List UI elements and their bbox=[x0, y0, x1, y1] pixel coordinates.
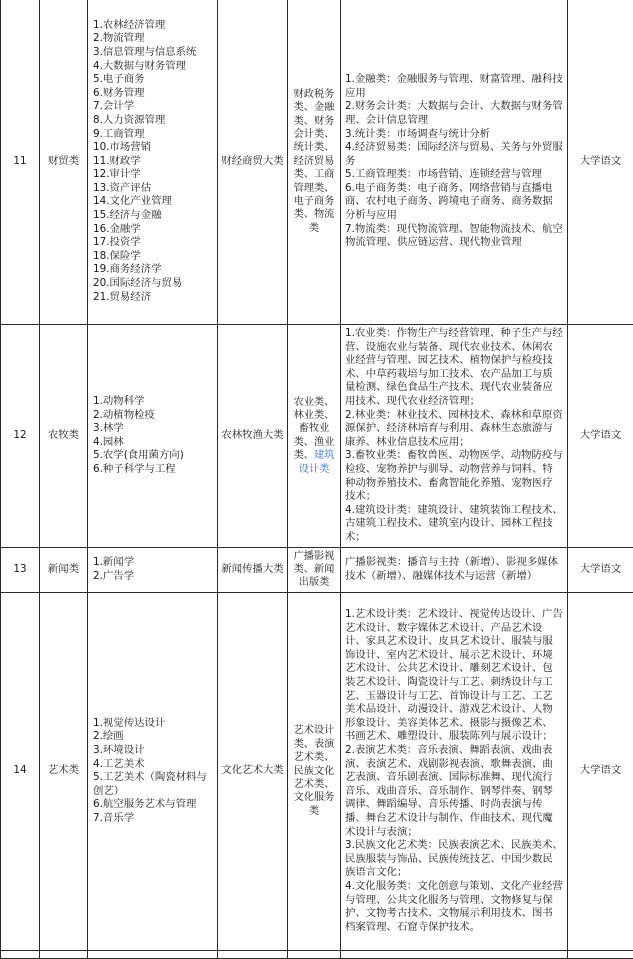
major-item: 8.人力资源管理 bbox=[93, 114, 214, 128]
major-item: 4.工艺美术 bbox=[93, 758, 214, 772]
course-cell: 大学语文 bbox=[568, 325, 633, 548]
major-item: 2.物流管理 bbox=[93, 32, 214, 46]
empty-cell bbox=[341, 950, 568, 958]
row-number: 13 bbox=[1, 547, 40, 592]
detail-item: 1.艺术设计类：艺术设计、视觉传达设计、广告艺术设计、数字媒体艺术设计、产品艺术设计、家具艺术设计、皮具艺术设计、服装与服饰设计、室内艺术设计、展示艺术设计、环境艺术设计、公共艺术设计、雕刻艺术设计、包装艺术设计、陶瓷设计与工艺、刺绣设计与工艺、玉器设计与工艺、首饰设计与工艺、工艺美术品设计、动漫设计、游戏艺术设计、人物形象设计、美容美体艺术、摄影与摄像艺术、书画艺术、雕塑设计、服装陈列与展示设计； bbox=[345, 608, 563, 744]
detail-cell bbox=[341, 547, 568, 592]
detail-item: 3.统计类：市场调查与统计分析 bbox=[345, 128, 563, 142]
detail-item: 广播影视类：播音与主持（新增）、影视多媒体技术（新增）、融媒体技术与运营（新增） bbox=[345, 556, 563, 583]
major-item: 6.种子科学与工程 bbox=[93, 463, 214, 477]
table-row bbox=[1, 592, 633, 950]
category-cell: 新闻类 bbox=[40, 547, 88, 592]
detail-item: 1.金融类：金融服务与管理、财富管理、融科技应用 bbox=[345, 73, 563, 100]
table-row bbox=[1, 325, 633, 548]
detail-item: 3.民族文化艺术类：民族表演艺术、民族美术、民族服装与饰品、民族传统技艺、中国少数民族语言文化； bbox=[345, 839, 563, 880]
detail-cell bbox=[341, 325, 568, 548]
major-item: 18.保险学 bbox=[93, 250, 214, 264]
major-item: 1.视觉传达设计 bbox=[93, 717, 214, 731]
course-cell: 大学语文 bbox=[568, 547, 633, 592]
major-item: 15.经济与金融 bbox=[93, 209, 214, 223]
major-item: 17.投资学 bbox=[93, 236, 214, 250]
detail-item: 7.物流类：现代物流管理、智能物流技术、航空物流管理、供应链运营、现代物业管理 bbox=[345, 223, 563, 250]
detail-item: 4.经济贸易类：国际经济与贸易、关务与外贸服务 bbox=[345, 141, 563, 168]
major-item: 5.电子商务 bbox=[93, 73, 214, 87]
major-item: 4.大数据与财务管理 bbox=[93, 60, 214, 74]
detail-cell bbox=[341, 0, 568, 325]
major-item: 5.工艺美术（陶瓷材料与创艺） bbox=[93, 771, 214, 798]
major-item: 2.广告学 bbox=[93, 570, 214, 584]
category-cell: 农牧类 bbox=[40, 325, 88, 548]
major-item: 21.贸易经济 bbox=[93, 291, 214, 305]
table-row bbox=[1, 547, 633, 592]
major-item: 6.财务管理 bbox=[93, 87, 214, 101]
major-item: 12.审计学 bbox=[93, 168, 214, 182]
course-cell: 大学语文 bbox=[568, 0, 633, 325]
major-item: 1.农林经济管理 bbox=[93, 19, 214, 33]
empty-cell bbox=[88, 950, 218, 958]
major-item: 3.环境设计 bbox=[93, 744, 214, 758]
detail-item: 6.电子商务类：电子商务、网络营销与直播电商、农村电子商务、跨境电子商务、商务数据分析与应用 bbox=[345, 182, 563, 223]
detail-item: 3.畜牧业类：畜牧兽医、动物医学、动物防疫与检疫、宠物养护与驯导、动物营养与饲料、特种动物养殖技术、畜禽智能化养殖、宠物医疗技术； bbox=[345, 449, 563, 503]
sub-class-cell bbox=[288, 325, 341, 548]
empty-cell bbox=[40, 950, 88, 958]
sub-class-cell: 财政税务类、金融类、财务会计类、统计类、经济贸易类、工商管理类、电子商务类、物流类 bbox=[288, 0, 341, 325]
major-item: 9.工商管理 bbox=[93, 128, 214, 142]
major-item: 1.新闻学 bbox=[93, 556, 214, 570]
majors-cell bbox=[88, 547, 218, 592]
major-item: 20.国际经济与贸易 bbox=[93, 277, 214, 291]
major-item: 2.绘画 bbox=[93, 730, 214, 744]
row-number: 14 bbox=[1, 592, 40, 950]
category-cell: 财贸类 bbox=[40, 0, 88, 325]
majors-cell bbox=[88, 592, 218, 950]
major-item: 14.文化产业管理 bbox=[93, 195, 214, 209]
sub-class-cell: 广播影视类、新闻出版类 bbox=[288, 547, 341, 592]
major-item: 16.金融学 bbox=[93, 223, 214, 237]
big-class-cell: 财经商贸大类 bbox=[218, 0, 288, 325]
big-class-cell: 农林牧渔大类 bbox=[218, 325, 288, 548]
detail-item: 4.建筑设计类：建筑设计、建筑装饰工程技术、古建筑工程技术、建筑室内设计、园林工程技术； bbox=[345, 504, 563, 545]
major-item: 11.财政学 bbox=[93, 155, 214, 169]
detail-cell bbox=[341, 592, 568, 950]
category-cell: 艺术类 bbox=[40, 592, 88, 950]
major-item: 1.动物科学 bbox=[93, 395, 214, 409]
major-item: 4.园林 bbox=[93, 436, 214, 450]
empty-cell bbox=[218, 950, 288, 958]
sub-class-text: 农业类、林业类、畜牧业类、渔业类、 bbox=[294, 397, 335, 462]
empty-cell bbox=[1, 950, 40, 958]
major-item: 7.会计学 bbox=[93, 100, 214, 114]
sub-class-cell: 艺术设计类、表演艺术类、民族文化艺术类、文化服务类 bbox=[288, 592, 341, 950]
big-class-cell: 新闻传播大类 bbox=[218, 547, 288, 592]
row-number: 11 bbox=[1, 0, 40, 325]
major-item: 19.商务经济学 bbox=[93, 263, 214, 277]
detail-item: 1.农业类：作物生产与经营管理、种子生产与经营、设施农业与装备、现代农业技术、休闲农业经营与管理、园艺技术、植物保护与检疫技术、中草药栽培与加工技术、农产品加工与质量检测、绿色食品生产技术、现代农业装备应用技术、现代农业经济管理； bbox=[345, 327, 563, 409]
major-item: 3.林学 bbox=[93, 422, 214, 436]
major-item: 10.市场营销 bbox=[93, 141, 214, 155]
majors-cell bbox=[88, 0, 218, 325]
major-item: 7.音乐学 bbox=[93, 812, 214, 826]
row-number: 12 bbox=[1, 325, 40, 548]
major-item: 5.农学(食用菌方向) bbox=[93, 449, 214, 463]
major-item: 3.信息管理与信息系统 bbox=[93, 46, 214, 60]
empty-cell bbox=[568, 950, 633, 958]
major-item: 2.动植物检疫 bbox=[93, 409, 214, 423]
detail-item: 2.财务会计类：大数据与会计、大数据与财务管理、会计信息管理 bbox=[345, 100, 563, 127]
empty-cell bbox=[288, 950, 341, 958]
detail-item: 2.表演艺术类：音乐表演、舞蹈表演、戏曲表演、表演艺术、戏剧影视表演、歌舞表演、曲艺表演、音乐剧表演、国际标准舞、现代流行音乐、戏曲音乐、音乐制作、钢琴伴奏、钢琴调律、舞蹈编导、音乐传播、时尚表演与传播、舞台艺术设计与制作、作曲技术、现代魔术设计与表演； bbox=[345, 744, 563, 839]
course-cell: 大学语文 bbox=[568, 592, 633, 950]
sub-class-highlight: 建筑设计类 bbox=[299, 450, 335, 474]
big-class-cell: 文化艺术大类 bbox=[218, 592, 288, 950]
majors-cell bbox=[88, 325, 218, 548]
detail-item: 5.工商管理类：市场营销、连锁经营与管理 bbox=[345, 168, 563, 182]
detail-item: 4.文化服务类：文化创意与策划、文化产业经营与管理、公共文化服务与管理、文物修复与保护、文物考古技术、文物展示利用技术、图书档案管理、石窟寺保护技术。 bbox=[345, 880, 563, 934]
major-item: 13.资产评估 bbox=[93, 182, 214, 196]
table-row bbox=[1, 0, 633, 325]
table-row-partial bbox=[1, 950, 633, 958]
major-item: 6.航空服务艺术与管理 bbox=[93, 798, 214, 812]
detail-item: 2.林业类：林业技术、园林技术、森林和草原资源保护、经济林培育与利用、森林生态旅游与康养、林业信息技术应用； bbox=[345, 409, 563, 450]
